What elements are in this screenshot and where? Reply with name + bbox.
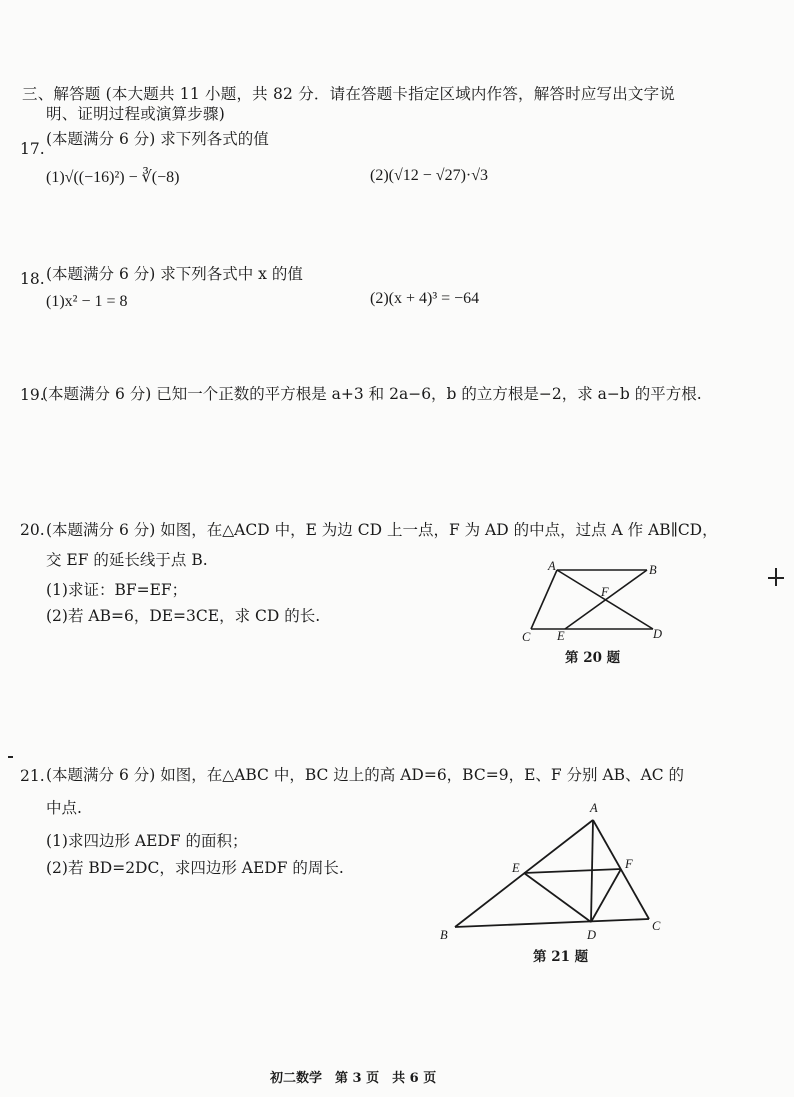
q20-segment-AC: [531, 570, 557, 629]
q18-header: (本题满分 6 分) 求下列各式中 x 的值: [46, 265, 303, 283]
q18-part1: (1)x² − 1 = 8: [46, 293, 128, 310]
margin-tick-mark: [8, 756, 13, 758]
q21-segment-ED: [524, 873, 591, 922]
q20-label-C: C: [522, 630, 531, 644]
q17-part1: (1)√((−16)²) − ∛(−8): [46, 169, 180, 186]
registration-mark-vertical: [775, 568, 777, 586]
q17-number: 17.: [20, 140, 45, 158]
q20-part2: (2)若 AB=6，DE=3CE，求 CD 的长.: [46, 607, 321, 625]
q21-label-C: C: [652, 919, 661, 933]
q17-header: (本题满分 6 分) 求下列各式的值: [46, 130, 269, 148]
q21-figure: [435, 798, 670, 948]
q21-number: 21.: [20, 767, 45, 785]
q21-label-A: A: [590, 801, 598, 815]
q19-number: 19.: [20, 386, 45, 404]
section-header-line2: 明、证明过程或演算步骤): [46, 105, 225, 123]
q20-label-D: D: [653, 627, 663, 641]
q20-label-E: E: [557, 629, 565, 643]
q21-segment-EF: [524, 869, 621, 873]
q21-part2: (2)若 BD=2DC，求四边形 AEDF 的周长.: [46, 859, 344, 877]
q21-figure-caption: 第 21 题: [533, 949, 589, 965]
q21-segment-FD: [591, 869, 621, 922]
q17-part2: (2)(√12 − √27)·√3: [370, 167, 489, 184]
q21-segment-BC: [455, 919, 649, 927]
q21-line1: (本题满分 6 分) 如图，在△ABC 中，BC 边上的高 AD=6，BC=9，E、F 分别 AB、AC 的: [46, 766, 685, 784]
q20-figure: [515, 558, 675, 648]
q18-number: 18.: [20, 270, 45, 288]
q18-part2: (2)(x + 4)³ = −64: [370, 290, 480, 307]
q21-part1: (1)求四边形 AEDF 的面积；: [46, 832, 248, 850]
section-header-line1: 三、解答题 (本大题共 11 小题，共 82 分．请在答题卡指定区域内作答，解答时应写出文字说: [22, 85, 676, 103]
q20-label-B: B: [649, 563, 657, 577]
q20-part1: (1)求证：BF=EF；: [46, 581, 188, 599]
page-footer: 初二数学 第 3 页 共 6 页: [270, 1071, 437, 1086]
q21-label-E: E: [512, 861, 520, 875]
q20-line2: 交 EF 的延长线于点 B.: [46, 551, 208, 569]
q20-number: 20.: [20, 521, 45, 539]
q19-text: (本题满分 6 分) 已知一个正数的平方根是 a+3 和 2a−6，b 的立方根是−2，求 a−b 的平方根.: [42, 385, 702, 403]
q20-label-A: A: [548, 559, 556, 573]
q20-segment-BE: [565, 570, 647, 629]
q21-line2: 中点.: [46, 799, 82, 817]
q20-label-F: F: [601, 585, 609, 599]
q21-label-F: F: [625, 857, 633, 871]
q20-line1: (本题满分 6 分) 如图，在△ACD 中，E 为边 CD 上一点，F 为 AD 的中点，过点 A 作 AB∥CD，: [46, 521, 718, 539]
q20-figure-caption: 第 20 题: [565, 650, 621, 666]
q21-label-D: D: [587, 928, 597, 942]
q21-label-B: B: [440, 928, 448, 942]
